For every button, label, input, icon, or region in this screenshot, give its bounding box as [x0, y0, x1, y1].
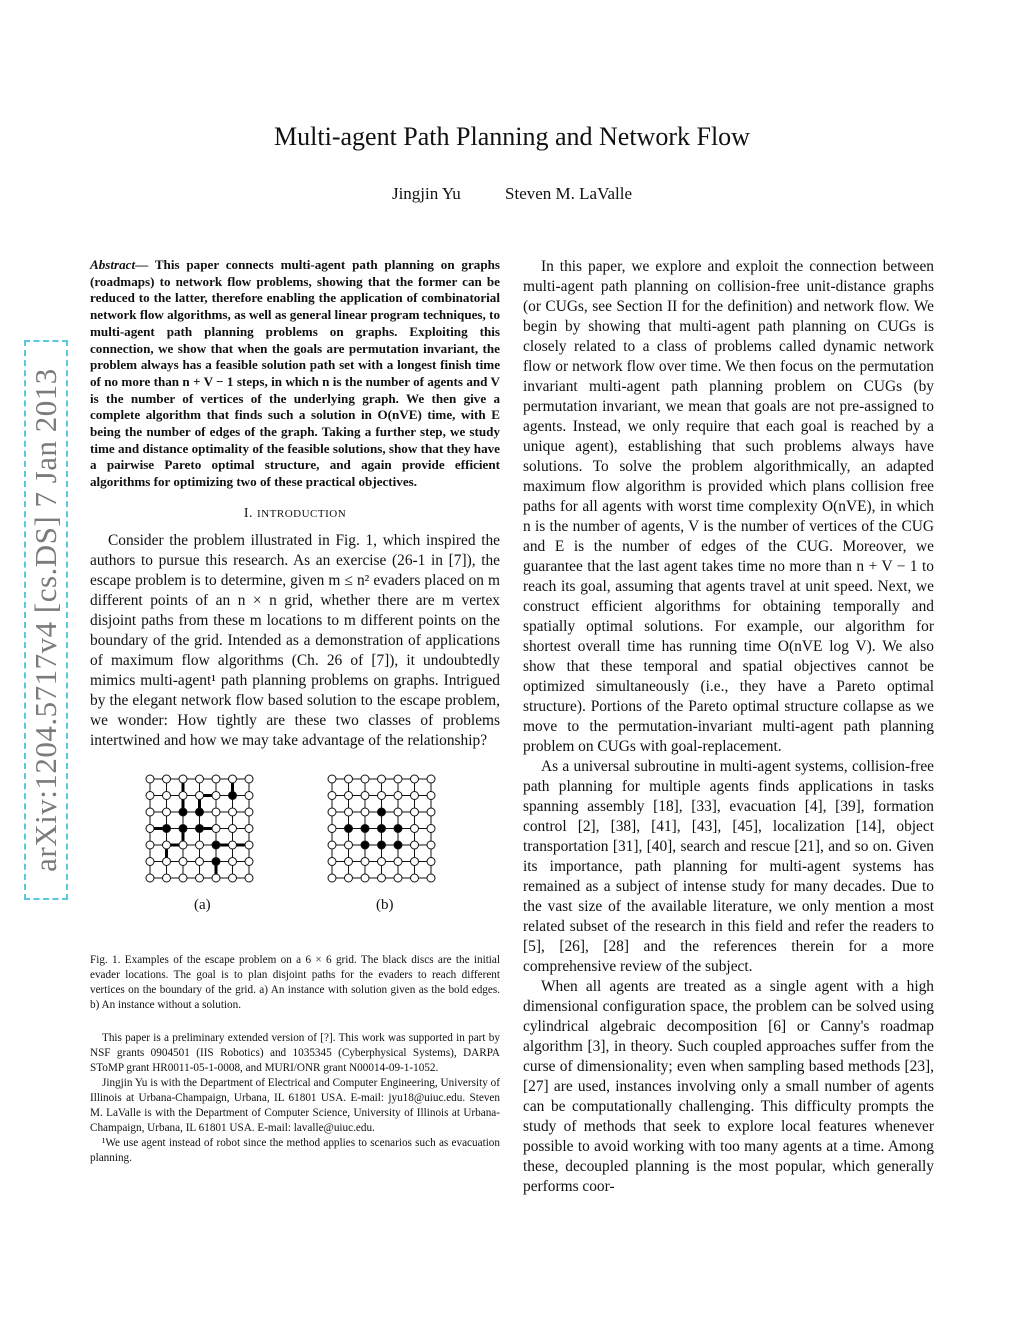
grid-vertex	[245, 775, 253, 783]
grid-vertex	[427, 874, 435, 882]
grid-vertex	[146, 808, 154, 816]
grid-vertex	[411, 841, 419, 849]
grid-vertex	[212, 808, 220, 816]
grid-vertex	[378, 857, 386, 865]
evader-disc	[229, 791, 237, 799]
section-number: I.	[243, 505, 254, 521]
evader-disc	[394, 824, 402, 832]
evader-disc	[179, 808, 187, 816]
grid-vertex	[411, 775, 419, 783]
grid-vertex	[411, 791, 419, 799]
section-title: INTRODUCTION	[257, 507, 347, 520]
evader-disc	[163, 824, 171, 832]
grid-vertex	[411, 824, 419, 832]
grid-vertex	[427, 775, 435, 783]
figure-caption: Fig. 1. Examples of the escape problem on a 6 × 6 grid. The black discs are the initial evader locations. The goal is to plan disjoint paths for the evaders to reach different vertices on the boundary of the grid. a) An instance with solution given as the bold edges. b) An instance without a solution.	[90, 953, 500, 1011]
right-column	[523, 257, 934, 1197]
grid-vertex	[245, 874, 253, 882]
grid-vertex	[229, 874, 237, 882]
grid-vertex	[361, 874, 369, 882]
grid-vertex	[196, 874, 204, 882]
evader-disc	[378, 841, 386, 849]
evader-disc	[361, 824, 369, 832]
grid-vertex	[179, 775, 187, 783]
grid-vertex	[163, 857, 171, 865]
figure-1	[90, 773, 500, 923]
evader-disc	[212, 857, 220, 865]
figure-label-a: (a)	[194, 896, 211, 913]
grid-vertex	[427, 808, 435, 816]
grid-vertex	[394, 791, 402, 799]
grid-vertex	[179, 857, 187, 865]
evader-disc	[212, 841, 220, 849]
grid-vertex	[328, 874, 336, 882]
grid-vertex	[345, 775, 353, 783]
footnote-agent: ¹We use agent instead of robot since the method applies to scenarios such as evacuation planning.	[90, 1136, 500, 1164]
abstract-label: Abstract	[90, 257, 136, 272]
grid-vertex	[229, 775, 237, 783]
grid-vertex	[427, 824, 435, 832]
grid-vertex	[427, 841, 435, 849]
grid-vertex	[163, 874, 171, 882]
grid-vertex	[245, 841, 253, 849]
grid-vertex	[345, 808, 353, 816]
grid-vertex	[394, 808, 402, 816]
grid-vertex	[229, 808, 237, 816]
grid-vertex	[411, 874, 419, 882]
grid-vertex	[328, 824, 336, 832]
escape-grid-b	[326, 773, 456, 897]
figure-label-b: (b)	[376, 896, 394, 913]
grid-vertex	[245, 808, 253, 816]
body-paragraph: As a universal subroutine in multi-agent systems, collision-free path planning for multiple agents finds applications in tasks spanning assembly [18], [33], evacuation [4], [39], formation control [2], [38], [41], [43], [45], localization [14], object transportation [31], [40], search and rescue [21], and so on. Given its importance, path planning for multi-agent systems has remained as a subject of intense study for many decades. Due to the vast size of the available literature, we only mention a most related subset of the research in this field and refer the readers to [5], [26], [28] and the references therein for a more comprehensive review of the subject.	[523, 758, 934, 975]
grid-vertex	[378, 775, 386, 783]
grid-vertex	[361, 808, 369, 816]
grid-vertex	[146, 874, 154, 882]
grid-vertex	[229, 841, 237, 849]
grid-vertex	[345, 841, 353, 849]
author-name: Steven M. LaValle	[505, 184, 633, 203]
grid-vertex	[179, 874, 187, 882]
grid-vertex	[361, 775, 369, 783]
grid-vertex	[212, 824, 220, 832]
grid-vertex	[163, 775, 171, 783]
grid-vertex	[328, 791, 336, 799]
intro-paragraph: Consider the problem illustrated in Fig. 1, which inspired the authors to pursue this research. As an exercise (26-1 in [7]), the escape problem is to determine, given m ≤ n² evaders placed on m different points of an n × n grid, whether there are m vertex disjoint paths from these m locations to m different points on the boundary of the grid. Intended as a demonstration of applications of maximum flow algorithms (Ch. 26 of [7]), it undoubtedly mimics multi-agent¹ path planning problems on graphs. Intrigued by the elegant network flow based solution to the escape problem, we wonder: How tightly are these two classes of problems intertwined and how we may take advantage of the relationship?	[90, 531, 500, 749]
grid-vertex	[361, 857, 369, 865]
escape-grid-a	[144, 773, 274, 897]
arxiv-identifier-stamp	[24, 340, 68, 900]
grid-vertex	[163, 791, 171, 799]
left-column	[90, 257, 500, 1166]
abstract: Abstract— This paper connects multi-agent path planning on graphs (roadmaps) to network flow problems, showing that the former can be reduced to the latter, therefore enabling the application of combinatorial network flow algorithms, as well as general linear program techniques, to multi-agent path planning problems on graphs. Exploiting this connection, we show that when the goals are permutation invariant, the problem always has a feasible solution path set with a longest finish time of no more than n + V − 1 steps, in which n is the number of agents and V is the number of vertices of the underlying graph. We then give a complete algorithm that finds such a solution in O(nVE) time, with E being the number of edges of the graph. Taking a further step, we study time and distance optimality of the feasible solutions, show that they have a pairwise Pareto optimal structure, and again provide efficient algorithms for optimizing two of these practical objectives.	[90, 257, 500, 490]
grid-vertex	[179, 841, 187, 849]
grid-vertex	[245, 857, 253, 865]
evader-disc	[345, 824, 353, 832]
arxiv-identifier-text: arXiv:1204.5717v4 [cs.DS] 7 Jan 2013	[28, 368, 63, 872]
grid-vertex	[328, 775, 336, 783]
grid-vertex	[427, 857, 435, 865]
grid-vertex	[345, 791, 353, 799]
grid-vertex	[196, 775, 204, 783]
grid-vertex	[212, 791, 220, 799]
grid-vertex	[163, 808, 171, 816]
grid-vertex	[196, 791, 204, 799]
grid-vertex	[146, 824, 154, 832]
grid-vertex	[163, 841, 171, 849]
grid-vertex	[345, 874, 353, 882]
grid-vertex	[196, 857, 204, 865]
grid-vertex	[146, 775, 154, 783]
grid-vertex	[394, 857, 402, 865]
section-heading	[90, 506, 500, 522]
grid-vertex	[378, 874, 386, 882]
abstract-text: This paper connects multi-agent path planning on graphs (roadmaps) to network flow problems, showing that the former can be reduced to the latter, therefore enabling the application of combinatorial network flow algorithms, as well as general linear program techniques, to multi-agent path planning problems on graphs. Exploiting this connection, we show that when the goals are permutation invariant, the problem always has a feasible solution path set with a longest finish time of no more than n + V − 1 steps, in which n is the number of agents and V is the number of vertices of the underlying graph. We then give a complete algorithm that finds such a solution in O(nVE) time, with E being the number of edges of the graph. Taking a further step, we study time and distance optimality of the feasible solutions, show that they have a pairwise Pareto optimal structure, and again provide efficient algorithms for optimizing two of these practical objectives.	[90, 257, 500, 490]
grid-vertex	[411, 808, 419, 816]
grid-vertex	[394, 874, 402, 882]
grid-vertex	[146, 857, 154, 865]
author-name: Jingjin Yu	[391, 184, 461, 203]
footnote-funding: This paper is a preliminary extended version of [?]. This work was supported in part by NSF grants 0904501 (IIS Robotics) and 1035345 (Cyberphysical Systems), DARPA SToMP grant HR0011-05-1-0008, and MURI/ONR grant N00014-09-1-1052.	[90, 1031, 500, 1074]
grid-vertex	[212, 775, 220, 783]
grid-vertex	[394, 775, 402, 783]
grid-vertex	[328, 808, 336, 816]
grid-vertex	[361, 791, 369, 799]
evader-disc	[179, 824, 187, 832]
grid-vertex	[245, 824, 253, 832]
grid-vertex	[212, 874, 220, 882]
grid-vertex	[229, 824, 237, 832]
author-list	[0, 184, 1024, 204]
body-paragraph: In this paper, we explore and exploit the connection between multi-agent path planning on collision-free unit-distance graphs (or CUGs, see Section II for the definition) and network flow. We begin by showing that multi-agent path planning on CUGs is closely related to a class of problems called dynamic network flow or network flow over time. We then focus on the permutation invariant multi-agent path planning problem on CUGs (by permutation invariant, we mean that goals are not pre-assigned to agents. Instead, we only require that each goal is reached by a unique agent), establishing that such problems always have solutions. To solve the problem algorithmically, an adapted maximum flow algorithm is provided which plans collision free paths for all agents with worst time complexity O(nVE), in which n is the number of agents, V is the number of vertices of the CUG and E is the number of edges of the CUG. Moreover, we guarantee that the last agent takes time no more than n + V − 1 to reach its goal, assuming that agents travel at unit speed. Next, we construct efficient algorithms for obtaining temporally and spatially optimal solutions. For example, our algorithm for shortest overall time has running time O(nVE log V). We also show that these temporal and spatial objectives cannot be optimized simultaneously (i.e., they have a Pareto optimal structure). Portions of the Pareto optimal structure collapse as we move to the permutation-invariant multi-agent path planning problem on CUGs with goal-replacement.	[523, 258, 934, 755]
grid-vertex	[245, 791, 253, 799]
evader-disc	[361, 841, 369, 849]
evader-disc	[196, 808, 204, 816]
evader-disc	[196, 824, 204, 832]
grid-vertex	[146, 841, 154, 849]
grid-vertex	[427, 791, 435, 799]
body-paragraph: When all agents are treated as a single agent with a high dimensional configuration space, the problem can be solved using cylindrical algebraic decomposition [6] or Canny's roadmap algorithm [3], in theory. Such coupled approaches suffer from the curse of dimensionality; even when sampling based methods [23], [27] are used, instances involving only a small number of agents can be computationally challenging. This difficulty prompts the study of methods that seek to explore local features whenever possible to avoid working with too many agents at a time. Among these, decoupled planning is the most popular, which generally performs coor-	[523, 978, 934, 1195]
footnote-affiliations: Jingjin Yu is with the Department of Electrical and Computer Engineering, University of Illinois at Urbana-Champaign, Urbana, IL 61801 USA. E-mail: jyu18@uiuc.edu. Steven M. LaValle is with the Department of Computer Science, University of Illinois at Urbana-Champaign, Urbana, IL 61801 USA. E-mail: lavalle@uiuc.edu.	[90, 1076, 500, 1134]
evader-disc	[378, 808, 386, 816]
evader-disc	[378, 824, 386, 832]
grid-vertex	[229, 857, 237, 865]
grid-vertex	[328, 841, 336, 849]
grid-vertex	[411, 857, 419, 865]
grid-vertex	[328, 857, 336, 865]
grid-vertex	[196, 841, 204, 849]
grid-vertex	[345, 857, 353, 865]
evader-disc	[394, 841, 402, 849]
grid-vertex	[179, 791, 187, 799]
grid-vertex	[146, 791, 154, 799]
paper-title: Multi-agent Path Planning and Network Flow	[274, 122, 750, 151]
grid-vertex	[378, 791, 386, 799]
